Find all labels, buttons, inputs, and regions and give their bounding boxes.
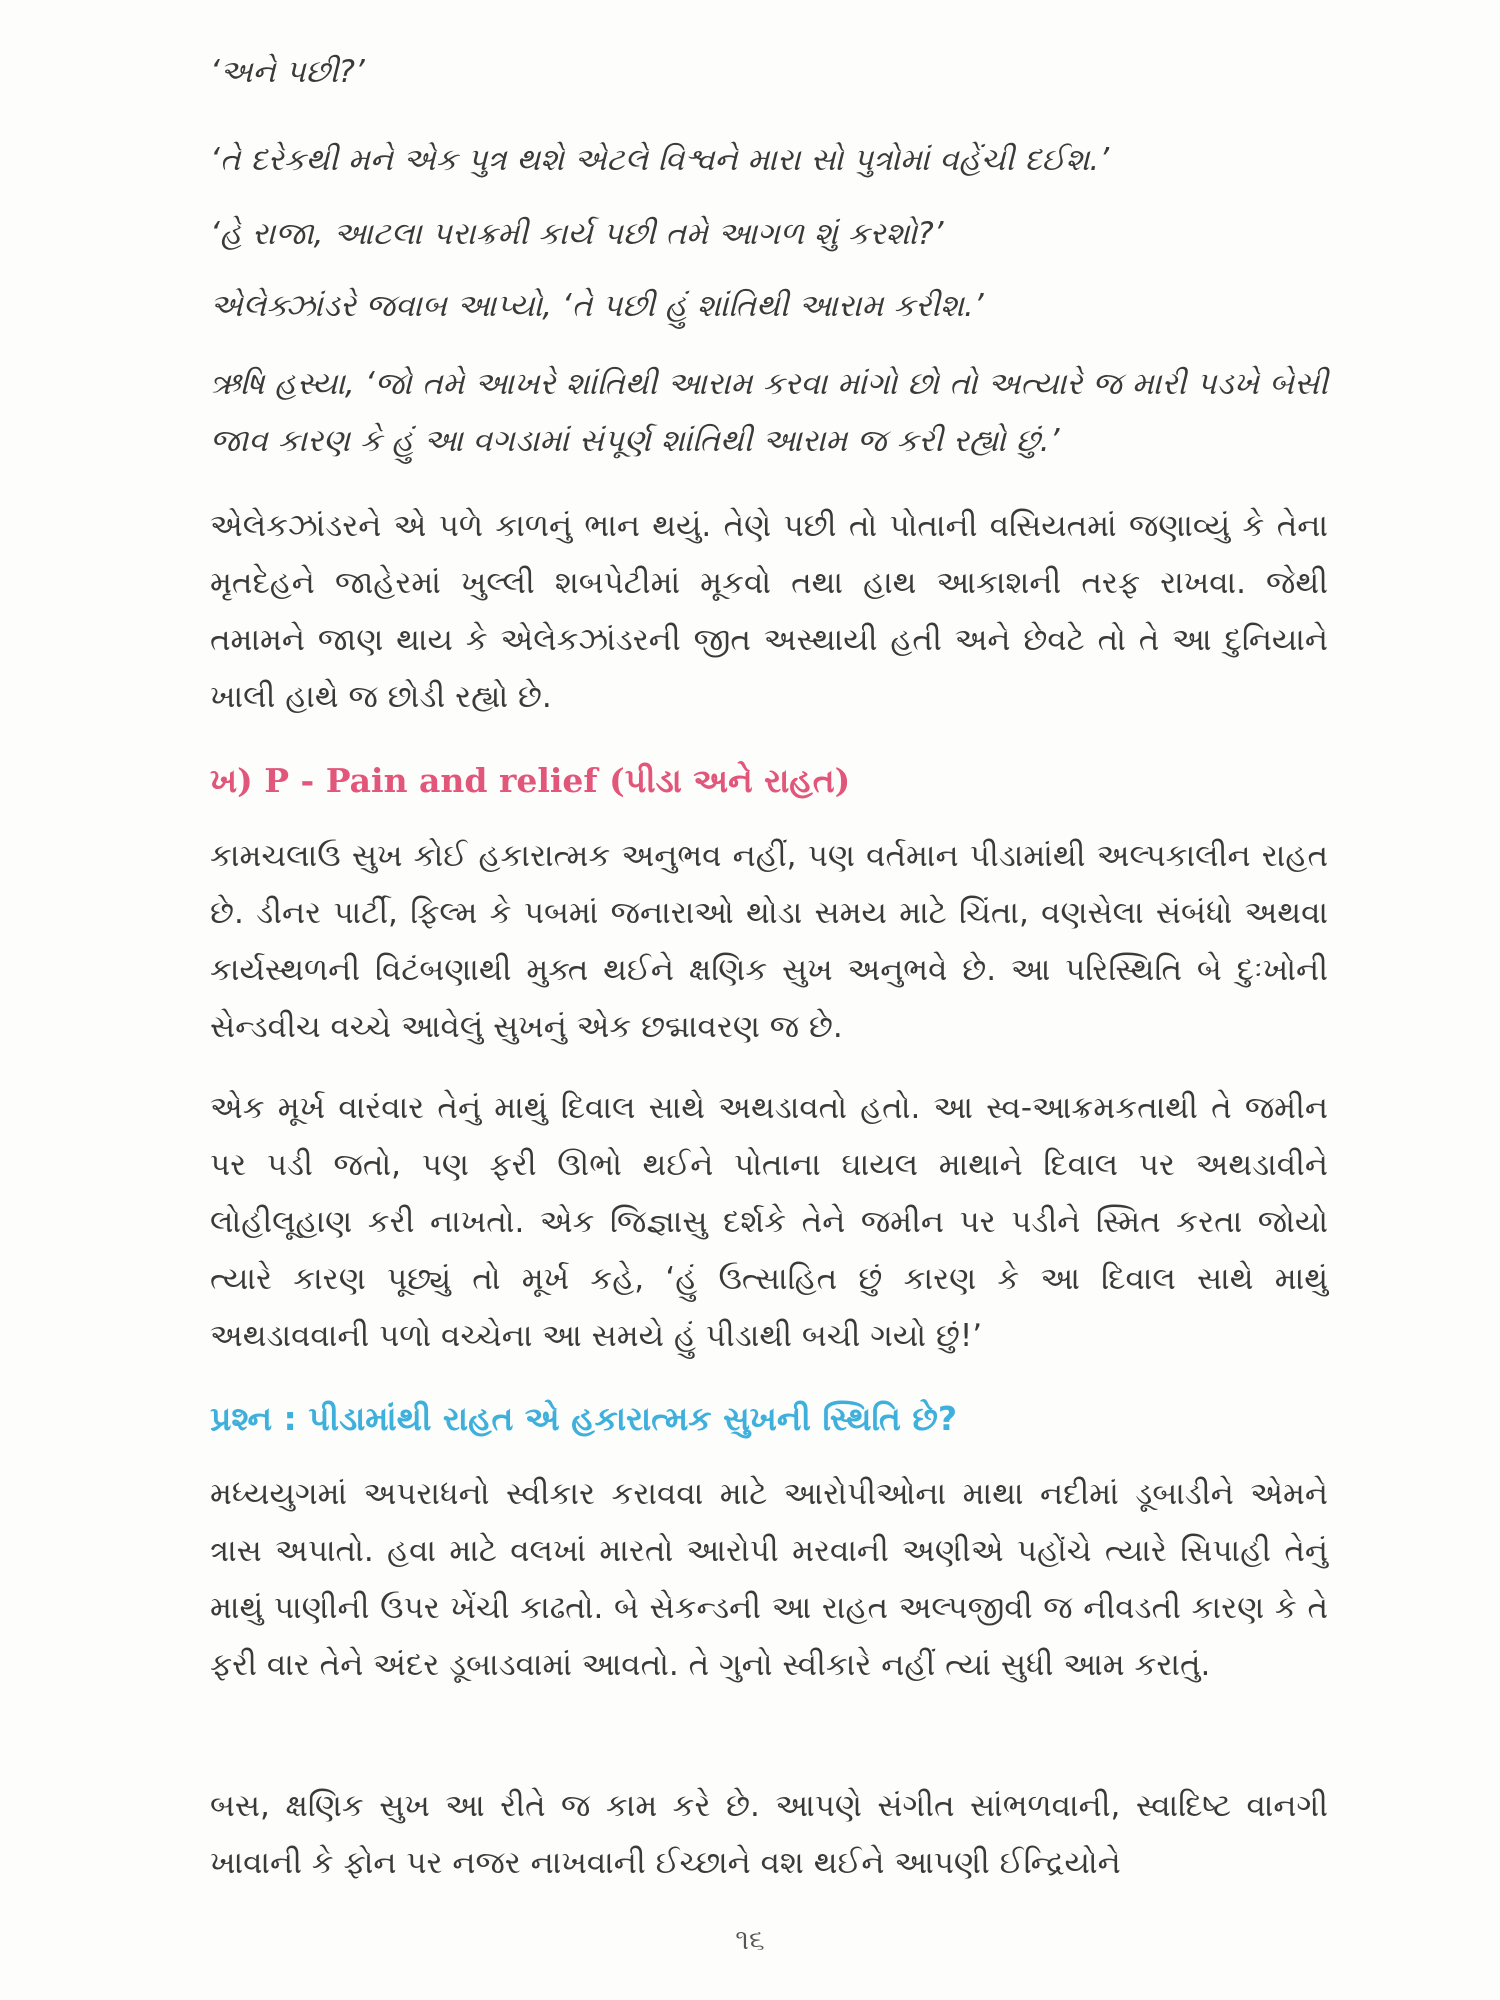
paragraph-medieval-torture: મધ્યયુગમાં અપરાધનો સ્વીકાર કરાવવા માટે આરોપીઓના માથા નદીમાં ડૂબાડીને એમને ત્રાસ અપાતો. હવા માટે વલખાં મારતો આરોપી મરવાની અણીએ પહોંચે ત્યારે સિપાહી તેનું માથું પાણીની ઉપર ખેંચી કાઢતો. બે સેકન્ડની આ રાહત અલ્પજીવી જ નીવડતી કારણ કે તે ફરી વાર તેને અંદર ડૂબાડવામાં આવતો. તે ગુનો સ્વીકારે નહીં ત્યાં સુધી આમ કરાતું. (210, 1476, 1328, 1683)
dialogue-line-4: એલેક્ઝાંડરે જવાબ આપ્યો, ‘તે પછી હું શાંતિથી આરામ કરીશ.’ (210, 288, 984, 324)
paragraph-momentary-pleasure: બસ, ક્ષણિક સુખ આ રીતે જ કામ કરે છે. આપણે સંગીત સાંભળવાની, સ્વાદિષ્ટ વાનગી ખાવાની કે ફોન પર નજર નાખવાની ઈચ્છાને વશ થઈને આપણી ઈન્દ્રિયોને (210, 1788, 1328, 1881)
question-heading: પ્રશ્ન : પીડામાંથી રાહત એ હકારાત્મક સુખની સ્થિતિ છે? (210, 1399, 958, 1438)
dialogue-line-5: ઋષિ હસ્યા, ‘જો તમે આખરે શાંતિથી આરામ કરવા માંગો છો તો અત્યારે જ મારી પડખે બેસી જાવ કારણ કે હું આ વગડામાં સંપૂર્ણ શાંતિથી આરામ જ કરી રહ્યો છું.’ (210, 366, 1328, 459)
dialogue-line-1: ‘અને પછી?’ (210, 54, 365, 90)
dialogue-line-3: ‘હે રાજા, આટલા પરાક્રમી કાર્ય પછી તમે આગળ શું કરશો?’ (210, 216, 944, 252)
dialogue-line-2: ‘તે દરેકથી મને એક પુત્ર થશે એટલે વિશ્વને મારા સો પુત્રોમાં વહેંચી દઈશ.’ (210, 142, 1110, 178)
section-heading-pain-relief: ખ) P - Pain and relief (પીડા અને રાહત) (210, 761, 851, 800)
page-number: ૧૬ (735, 1923, 765, 1956)
paragraph-fool-story: એક મૂર્ખ વારંવાર તેનું માથું દિવાલ સાથે અથડાવતો હતો. આ સ્વ-આક્રમકતાથી તે જમીન પર પડી જતો, પણ ફરી ઊભો થઈને પોતાના ઘાયલ માથાને દિવાલ પર અથડાવીને લોહીલૂહાણ કરી નાખતો. એક જિજ્ઞાસુ દર્શકે તેને જમીન પર પડીને સ્મિત કરતા જોયો ત્યારે કારણ પૂછ્યું તો મૂર્ખ કહે, ‘હું ઉત્સાહિત છું કારણ કે આ દિવાલ સાથે માથું અથડાવવાની પળો વચ્ચેના આ સમયે હું પીડાથી બચી ગયો છું!’ (210, 1090, 1328, 1354)
paragraph-temporary-happiness: કામચલાઉ સુખ કોઈ હકારાત્મક અનુભવ નહીં, પણ વર્તમાન પીડામાંથી અલ્પકાલીન રાહત છે. ડીનર પાર્ટી, ફિલ્મ કે પબમાં જનારાઓ થોડા સમય માટે ચિંતા, વણસેલા સંબંધો અથવા કાર્યસ્થળની વિટંબણાથી મુક્ત થઈને ક્ષણિક સુખ અનુભવે છે. આ પરિસ્થિતિ બે દુઃખોની સેન્ડવીચ વચ્ચે આવેલું સુખનું એક છદ્માવરણ જ છે. (210, 838, 1328, 1045)
paragraph-alexander-will: એલેકઝાંડરને એ પળે કાળનું ભાન થયું. તેણે પછી તો પોતાની વસિયતમાં જણાવ્યું કે તેના મૃતદેહને જાહેરમાં ખુલ્લી શબપેટીમાં મૂકવો તથા હાથ આકાશની તરફ રાખવા. જેથી તમામને જાણ થાય કે એલેકઝાંડરની જીત અસ્થાયી હતી અને છેવટે તો તે આ દુનિયાને ખાલી હાથે જ છોડી રહ્યો છે. (210, 508, 1328, 715)
